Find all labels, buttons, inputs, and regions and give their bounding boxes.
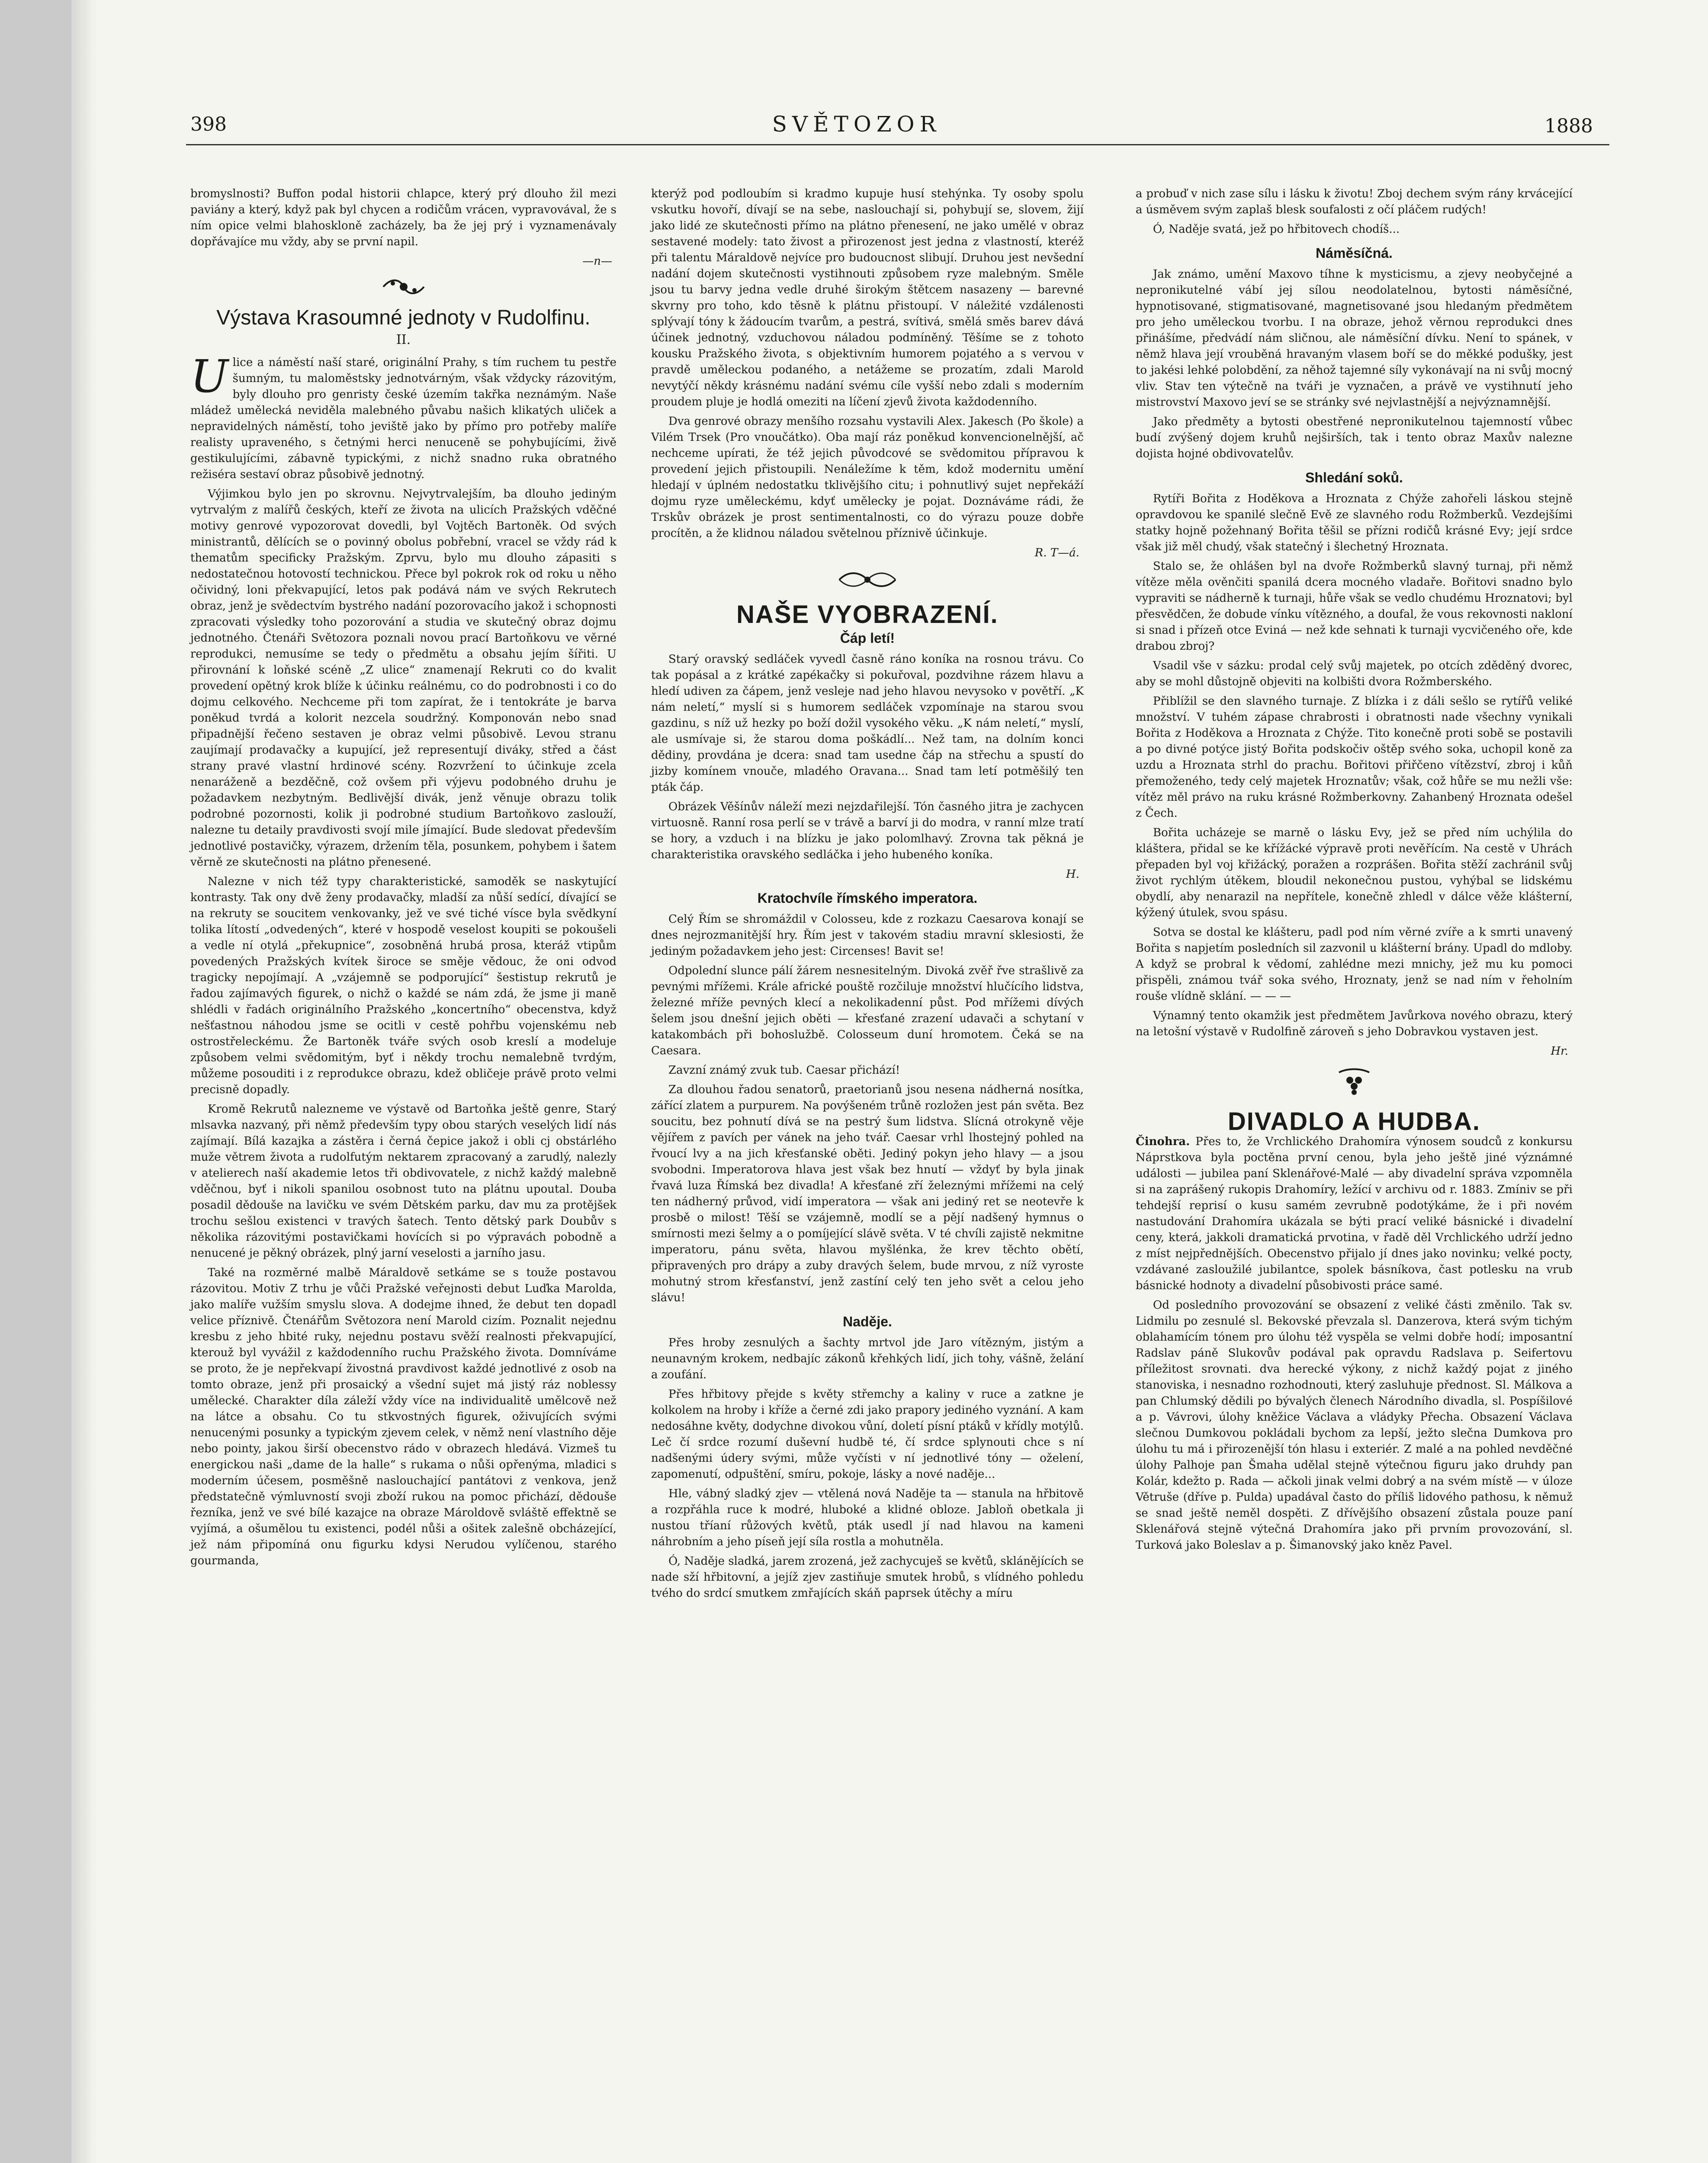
- scan-shadow: [71, 0, 97, 2163]
- paragraph: Obrázek Věšínův náleží mezi nejzdařilejší. Tón časného jitra je zachycen virtuosně. Ranní rosa perlí se v trávě a barví ji do modra, v ranní mlze tratí se hory, a vzduch i na blízku je jako polomlhavý. Zrovna tak pěkná je charakteristika oravského sedláčka i jeho hubeného koníka.: [651, 800, 1084, 861]
- paragraph: Bořita ucházeje se marně o lásku Evy, jež se před ním uchýlila do kláštera, přidal se ke křížácké výpravě proti nevěřícím. Na cestě v Uhrách přepaden byl voj křižácký, poražen a rozprášen. Bořita stěží zachránil svůj život rychlým útěkem, bloudil nekonečnou pustou, vyhýbal se lidskému obydlí, aby nenarazil na nepřítele, konečně zhledl v dálce věže klášterní, kýžený útulek, svou spásu.: [1136, 826, 1573, 919]
- subheading: Naděje.: [843, 1314, 892, 1329]
- journal-title: SVĚTOZOR: [772, 112, 941, 137]
- drop-cap: U: [190, 350, 228, 403]
- article-title: Výstava Krasoumné jednoty v Rudolfinu.: [216, 306, 591, 329]
- paragraph: Nalezne v nich též typy charakteristické, samoděk se naskytující kontrasty. Tak ony dvě ženy prodavačky, mladší za nůší sedící, dívající se na rekruty se soucitem venkovanky, jež ve své tiché vísce byla svědkyní tolika lítostí „odvedených“, které v hospodě veselost koupiti se pokoušeli a vedle ní otylá „překupnice“, zosobněná hrubá prosa, kteráž vtipům povedených Pražských kvítek široce se směje vědouc, že oni odvod tragicky nepojímají. A „vzájemně se podporující“ šestistup rekrutů je řadou zajímavých figurek, o nichž o každé se nám zdá, že jsme ji maně shlédli v řadách originálního Pražského „koncertního“ obecenstva, když nešťastnou náhodou jsme se ocitli v cestě pohřbu vojenskému neb ostrostřeleckému. Že Bartoněk tváře svých osob kreslí a modeluje způsobem velmi svědomitým, byť i někdy trochu nemalebně tvrdým, můžeme posouditi i z reprodukce obrazu, kdež obličeje právě proto velmi precisně dopadly.: [190, 875, 616, 1096]
- signature: —n—: [582, 255, 612, 268]
- paragraph: Zavzní známý zvuk tub. Caesar přichází!: [668, 1064, 900, 1077]
- paragraph: Ó, Naděje svatá, jež po hřbitovech chodíš...: [1153, 223, 1400, 236]
- subheading: Náměsíčná.: [1316, 245, 1393, 261]
- signature: R. T—á.: [1034, 546, 1079, 559]
- paragraph: Vsadil vše v sázku: prodal celý svůj majetek, po otcích zděděný dvorec, aby se mohl důstojně objeviti na kolbišti dvora Rožmberského.: [1136, 659, 1573, 688]
- header-rule: [186, 144, 1609, 145]
- paragraph: Za dlouhou řadou senatorů, praetorianů jsou nesena nádherná nosítka, zářící zlatem a purpurem. Na povýšeném trůně rozložen jest pán světa. Bez soucitu, bez pohnutí dívá se na pestrý šum lidstva. Slícná otrokyně věje vějířem z pavích per vánek na jeho tvář. Caesar vrhl lhostejný pohled na řvoucí lvy a na jich křesťanské oběti. Jediný pokyn jeho hlavy — a jsou svobodni. Imperatorova hlava jest však bez hnutí — vždyť by byla jinak řvavá luza Římská bez divadla! A křesťané zří železnými mřížemi na celý ten nádherný průvod, vidí imperatora — však ani jediný ret se neotevře k prosbě o milost! Těší se vzájemně, modlí se a pějí nadšený hymnus o smírnosti mezi šelmy a o pomíjející slávě světa. V té chvíli zajistě nekmitne imperatoru, pánu světa, hlavou myšlénka, že krev těchto obětí, připravených pro drápy a zuby dravých šelem, bude mrvou, z níž vyroste mohutný strom křesťanství, jenž zastíní celý ten jeho svět a celou jeho slávu!: [651, 1083, 1084, 1304]
- paragraph: Od posledního provozování se obsazení z veliké části změnilo. Tak sv. Lidmilu po zesnulé sl. Bekovské převzala sl. Danzerova, která svým tichým oblahamícím tónem pro úlohu též vyspěla se velmi dobře hodí; imposantní Radslav páně Slukovův podával pak opravdu Radslava p. Seifertovu příležitost srovnati. dva herecké výkony, z nichž každý pojat z jiného stanoviska, i nesnadno rozhodnouti, který zasluhuje přednost. Sl. Málkova a pan Chlumský dědili po bývalých členech Národního divadla, sl. Pospíšilové a p. Vávrovi, úlohy kněžice Václava a vládyky Přecha. Obsazení Václava slečnou Dumkovou pokládali bychom za lepší, ježto slečna Dumkova pro úlohu tu má i přirozenější tón hlasu i exteriér. Z malé a na pohled nevděčné úlohy Palhoje pan Šmaha udělal stejně výtečnou figuru jako druhdy pan Kolár, kdežto p. Rada — ačkoli jinak velmi dobrý a na svém místě — v úloze Větruše (dříve p. Pulda) upadával často do příliš lidového pathosu, k němuž se snad ještě neměl dospěti. Z dřívějšího obsazení zůstala pouze paní Sklenářová stejně výtečná Drahomíra jako při prvním provozování, sl. Turková jako Boleslav a p. Šimanovský jako kněz Pavel.: [1136, 1299, 1573, 1552]
- paragraph-text: Přes to, že Vrchlického Drahomíra výnosem soudců z konkursu Náprstkova byla poctěna první cenou, byla jeho ještě jiné význámné události — jubilea paní Sklenářové-Malé — aby divadelní správa vzpomněla si na zaprášený rukopis Drahomíry, ležící v archivu od r. 1883. Zmíniv se při tehdejší reprisí o kusu samém zevrubně podotýkáme, že i při novém nastudování Drahomíra ukázala se býti prací veliké básnické i divadelní ceny, která, jakkoli dramatická prvotina, v řadě děl Vrchlického udrží jedno z míst nejpřednějších. Obecenstvo přijalo jí dnes jako novinku; velké pocty, vzdávané zasloužilé jubilantce, spolek básníkova, čast potlesku na vrub básnické hodnoty a divadelní působivosti práce samé.: [1136, 1135, 1573, 1292]
- signature: Hr.: [1551, 1045, 1568, 1058]
- header-year: 1888: [1544, 115, 1593, 137]
- article-part: II.: [396, 332, 411, 347]
- paragraph: Celý Řím se shromáždil v Colosseu, kde z rozkazu Caesarova konají se dnes nejrozmanitější hry. Řím jest v takovém stadiu mravní sklesiosti, že jediným požadavkem jeho jest: Circenses! Bavit se!: [651, 913, 1084, 958]
- paragraph: Hle, vábný sladký zjev — vtělená nová Naděje ta — stanula na hřbitově a rozpřáhla ruce k modré, hluboké a klidné obloze. Jabloň obetkala ji nustou tříaní růžových květů, pták usedl jí nad hlavou na kameni náhrobním a jeho píseň její síla rostla a mohutněla.: [651, 1487, 1084, 1548]
- section-heading: NAŠE VYOBRAZENÍ.: [736, 600, 998, 629]
- paragraph: Přes hroby zesnulých a šachty mrtvol jde Jaro vítězným, jistým a neunavným krokem, nedbajíc zákonů křehkých lidí, jich tohy, vášně, želání a zoufání.: [651, 1336, 1084, 1381]
- ornament-icon: [190, 277, 616, 301]
- ornament-icon: [651, 569, 1084, 595]
- paragraph: [190, 350, 616, 483]
- paragraph: Stalo se, že ohlášen byl na dvoře Rožmberků slavný turnaj, při němž vítěze měla ověnčiti spanilá dcera mocného vladaře. Bořitovi snadno bylo vypraviti se nádherně k turnaji, hůře však se vedlo chudému Hroznatovi; byl přesvědčen, že dobude vínku vítězného, a doufal, že vous rekovnosti nakloní si snad i přízeň otce Eviná — než kde sehnati k turnaji vycvičeného oře, kde drabou zbroj?: [1136, 560, 1573, 653]
- column-3: [1136, 186, 1573, 1557]
- paragraph: Dva genrové obrazy menšího rozsahu vystavili Alex. Jakesch (Po škole) a Vilém Trsek (Pro vnoučátko). Oba mají ráz poněkud konvencionelnější, ač nechceme upírati, že též jejich původcové se svědomitou přípravou k provedení jejich přistoupili. Nenáležíme k těm, kdož modernitu umění hledají v úplném nedostatku tklivějšího citu; i pohnutlivý sujet nepřekáží dojmu ryze uměleckému, kdyť umělecky je pojat. Doznáváme rádi, že Trskův obrázek je prost sentimentalnosti, co do výrazu pouze dobře procítěn, a že klidnou náladou světelnou příznivě účinkuje.: [651, 415, 1084, 540]
- subheading: Shledání soků.: [1305, 470, 1403, 485]
- column-1: [190, 186, 616, 1573]
- paragraph: Rytíři Bořita z Hoděkova a Hroznata z Chýže zahořeli láskou stejně opravdovou ke spanilé slečně Evě ze slavného rodu Rožmberků. Vezdejšími statky hojně požehnaný Bořita těšil se přízni rodičů krásné Evy; její srdce však již měl chudý, však statečný i šlechetný Hroznata.: [1136, 492, 1573, 553]
- paragraph: Také na rozměrné malbě Máraldově setkáme se s touže postavou rázovitou. Motiv Z trhu je vůči Pražské veřejnosti debut Luďka Marolda, jako malíře vužším smyslu slova. A dodejme ihned, že debut ten dopadl velice příznivě. Čtenářům Světozora není Marold cizím. Poznalit nejednu kresbu z jeho hbité ruky, nejednu postavu svěží realnosti překvapující, kterouž byl vyvážil z každodenního ruchu Pražského života. Domníváme se proto, že je nepřekvapí živostná pravdivost každé jednotlivé z osob na tomto obraze, jenž při prosaický a všední sujet má jistý ráz noblessy umělecké. Charakter díla záleží vždy více na individualitě umělcově než na látce a obsahu. Co tu stkvostných figurek, oživujících svými nenucenými posunky a typickým zjevem celek, v němž není vlastního děje nebo pointy, jakou širší obecenstvo rádo v obrazech hledává. Vizmeš tu energickou naši „dame de la halle“ s rukama o nůši opřenýma, mladici s moderním účesem, posměšně naslouchající pantátovi z venkova, jenž předstatečně výmluvností svoji zboží rukou na pomoc přichází, dědouše řezníka, jenž ve své bílé kazajce na obraze Mároldově svláště effektně se vyjímá, a ošumělou tu existenci, podél nůši a ošitek zalešně obcházející, jež nám připomíná onu figurku kdysi Nerudou vylíčenou, starého gourmanda,: [190, 1266, 616, 1567]
- column-2: [651, 186, 1084, 1605]
- paragraph-text: lice a náměstí naší staré, originální Prahy, s tím ruchem tu pestře šumným, tu maloměstsky jednotvárným, však vždycky rázovitým, byly dlouho pro genristy české územím takřka neznámým. Naše mládež umělecká neviděla malebného půvabu našich klikatých uliček a nepravidelných náměstí, toho jevištĕ jako by přímo pro potřeby malíře realisty upraveného, s četnými herci nenuceně se pohybujícími, živě gestikulujícími, zábavně typickými, z nichž snadno ruka obratného režiséra sestaví obraz působivě jednotný.: [190, 356, 616, 481]
- paragraph: Přiblížil se den slavného turnaje. Z blízka i z dáli sešlo se rytířů veliké množství. V tuhém zápase chrabrosti i obratnosti nade všechny vynikali Bořita z Hoděkova a Hroznata z Chýže. Tito konečně proti sobě se postavili a po divné potýce jistý Bořita podskočiv oštěp svého soka, uchopil koně za uzdu a Hroznata strhl do prachu. Bořitovi přiřčeno vítězství, zbroj i kůň přemoženého, tedy celý majetek Hroznatův; však, což hůře se mu nežli vše: vítěz měl právo na ruku krásné Rožmberkovny. Zahanbený Hroznata odešel z Čech.: [1136, 695, 1573, 820]
- paragraph: [1136, 1134, 1573, 1294]
- paragraph: Jak známo, umění Maxovo tíhne k mysticismu, a zjevy neobyčejné a nepronikutelné vábí jej sílou neodolatelnou, bytosti náměsíčné, hypnotisované, stigmatisované, magnetisované jsou hledaným předmětem pro jeho uměleckou tvorbu. I na obraze, jehož věrnou reprodukci dnes přinášíme, předvádí nám sličnou, ale náměsíční dívku. Není to spánek, v němž hlava její vrouběná hravaným vlasem boří se do měkké podušky, jest to jakési lehké polobdění, za něhož tajemné síly vykonávají na ni svůj mocný vliv. Stav ten výtečně na tváři je vyznačen, a právě ve vystihnutí jeho mistrovství Maxovo jeví se se stránky své nejvlastnější a nejvýznamnější.: [1136, 268, 1573, 409]
- page-number: 398: [190, 113, 227, 135]
- paragraph: kterýž pod podloubím si kradmo kupuje husí stehýnka. Ty osoby spolu vskutku hovoří, dívají se na sebe, naslouchají si, pohybují se, slovem, žijí jako lidé ze skutečnosti přímo na plátno přenesení, ne jako umělé v obraz sestavené modely: tato živost a přirozenost jest jedna z vlastností, kteréž při talentu Máraldově nejvíce pro budoucnost slibují. Druhou jest nevšední nadání dojem skutečnosti vystihnouti způsobem ryze malebným. Směle jsou tu barvy jedna vedle druhé širokým štětcem nasazeny — barevné skvrny pro toho, kdo těsně k plátnu přistoupí. V náležité vzdálenosti splývají tóny k žádoucím tvarům, a pestrá, svítivá, smělá směs barev dává účinek jednotný, vzduchovou náladou podmíněný. Těšíme se z tohoto kousku Pražského života, s objektivním humorem pojatého a s vervou v pravdě uměleckou podaného, a netážeme se prozatím, zdali Marold nevytýčí někdy krásnému nadání svému cíle vyšší nebo zdali s moderním proudem pluje je hodlá omeziti na líčení zjevů života každodenního.: [651, 187, 1084, 408]
- paragraph: Výjimkou bylo jen po skrovnu. Nejvytrvalejším, ba dlouho jediným vytrvalým z malířů českých, kteří ze života na ulicích Pražských vděčné motivy genrové vypozorovat dovedli, byl Vojtěch Bartoněk. Od svých ministrantů, dělících se o povinný obolus pobřební, vracel se vždy rád k thematům specificky Pražským. Zprvu, bylo mu dlouho zápasiti s nedostatečnou hotovostí technickou. Přece byl pokrok rok od roku u něho očividný, loni překvapující, letos pak podává nám ve svých Rekrutech obraz, jenž je svědectvím bystrého nadání pozorovacího jakož i schopnosti zpracovati výsledky toho pozorování a studia ve skutečný obraz dojmu jednotného. Čtenáři Světozora poznali novou prací Bartoňkovu ve věrné reprodukci, nemusíme se tedy o předmětu a obsahu jejím šířiti. U přirovnání k loňské scéně „Z ulice“ znamenají Rekruti co do kvalit provedení opětný krok blíže k účinku reálnému, co do podrobnosti i co do dojmu celkového. Nechceme při tom zapírat, že i tentokráte je barva poněkud tvrdá a kolorit nezcela soudržný. Komponován nebo snad připadnější řečeno sestaven je obraz velmi působivě. Levou stranu zaujímají prodavačky a kupující, jež representují diváky, střed a část strany pravé vlastní hrdinové scény. Rozvržení to účinkuje zcela nenaráženě a bezděčně, což ovšem při výjevu podobného druhu je požadavkem nezbytným. Bedlivější divák, jenž věnuje obrazu tolik podrobné pozornosti, kolik ji podrobné studium Bartoňkovo zaslouží, nalezne tu detaily pravdivosti svojí mile jímající. Bude sledovat především jednotlivé postavičky, výrazem, držením těla, posunkem, pohybem i šatem věrně ze skutečnosti na plátno přenesené.: [190, 488, 616, 869]
- paragraph: Starý oravský sedláček vyvedl časně ráno koníka na rosnou trávu. Co tak popásal a z krátké zapékačky si pokuřoval, pozdvihne rázem hlavu a hledí udiven za čápem, jenž vesleje nad jeho hlavou nevysoko v povětří. „K nám neletí,“ myslí si s humorem sedláček vzpomínaje na starou svou gazdinu, s níž už hezky po boží dožil vysokého věku. „K nám neletí,“ myslí, ale usmívaje si, že starou doma poškádlí... Než tam, na dolním konci dědiny, provdána je dcera: snad tam usedne čáp na střechu a spustí do jizby komínem vnouče, mladého Oravana... Snad tam letí potměšilý ten pták čáp.: [651, 653, 1084, 794]
- paragraph: Sotva se dostal ke klášteru, padl pod ním věrné zvíře a k smrti unavený Bořita s napjetím posledních sil zazvonil u klášterní brány. Upadl do mdloby. A když se probral k vědomí, zahlédne mezi mnichy, jež mu ku pomoci přispěli, známou tvář soka svého, Hroznaty, jenž se nad ním v řeholním rouše vlídně sklání. — — —: [1136, 926, 1573, 1003]
- signature: H.: [1066, 868, 1079, 881]
- paragraph: a probuď v nich zase sílu i lásku k životu! Zboj dechem svým rány krvácející a úsměvem svým zaplaš blesk soufalosti z očí pláčem rudých!: [1136, 187, 1573, 216]
- grapes-ornament-icon: [1136, 1067, 1573, 1102]
- paragraph: Jako předměty a bytosti obestřené nepronikutelnou tajemností vůbec budí zvýšený dojem kruhů nejširších, tak i tento obraz Maxův nalezne dojista hojné obdivovatelův.: [1136, 415, 1573, 460]
- paragraph: Přes hřbitovy přejde s květy střemchy a kaliny v ruce a zatkne je kolkolem na hroby i kříže a černé zdi jako prapory jediného vyznání. A kam nedosáhne květy, dodychne divokou vůní, doletí písní ptáků v křídly motýlů. Leč čí srdce rozumí duševní hudbě té, čí srdce splynouti chce s ní nadšenými údery svými, může vyčísti v ní jednotlivé tóny — oželení, zapomenutí, odpuštění, smíru, pokoje, lásky a nové naděje...: [651, 1388, 1084, 1481]
- section-heading: DIVADLO A HUDBA.: [1227, 1107, 1481, 1136]
- paragraph: Ó, Naděje sladká, jarem zrozená, jež zachycuješ se květů, sklánějících se nade sží hřbitovní, a jejíž zjev zastiňuje smutek hrobů, s vlídného pohledu tvého do srdcí smutkem zmřajících skáň paprsek útěchy a míru: [651, 1555, 1084, 1600]
- subheading: Kratochvíle římského imperatora.: [757, 890, 978, 906]
- paragraph: Kromě Rekrutů nalezneme ve výstavě od Bartoňka ještě genre, Starý mlsavka nazvaný, při němž především typy obou starých veselých lidí nás zajímají. Bílá kazajka a zástěra i černá čepice jakož i obli cj obstárlého muže větrem života a rudolfutým nektarem zpracovaný a zarudlý, nalezly v atelierech naší akademie letos tři obdivovatele, z nichž každý malebně vděčnou, byť i nikoli spanilou osobnost tuto na plátnu upoutal. Douba posadil dědouše na lavičku ve svém Dětském parku, dav mu za protějšek trochu sešlou existenci v travých šatech. Tento dětský park Doubův s několika rázovitými postavičkami hovících si po výpravách pobodně a nenucené je pěkný obrázek, plný jarní veselosti a jarního jasu.: [190, 1103, 616, 1260]
- run-in-heading: Činohra.: [1136, 1135, 1190, 1148]
- scan-gutter: [0, 0, 71, 2163]
- subheading: Čáp letí!: [840, 630, 895, 646]
- paragraph: bromyslnosti? Buffon podal historii chlapce, který prý dlouho žil mezi paviány a který, když pak byl chycen a rodičům vrácen, vypravovával, že s ním opice velmi blahoskloně zacházely, ba že jej prý i vyznamenávaly dopřávajíce mu vždy, aby se první napil.: [190, 187, 616, 248]
- paragraph: Výnamný tento okamžik jest předmětem Javůrkova novéhо obrazu, který na letošní výstavě v Rudolfině zároveň s jeho Dobravkou vystaven jest.: [1136, 1009, 1573, 1038]
- paragraph: Odpolední slunce pálí žárem nesnesitelným. Divoká zvěř řve strašlivě za pevnými mřížemi. Krále africké pouště rozčiluje množství hlučícího lidstva, železné mříže pevných klecí a nekolikadenní půst. Pod mřížemi dívých šelem jsou dnešní jejich oběti — křesťané zrazení udavači a schytaní v katakombách při bohoslužbě. Colosseum duní hromotem. Čeká se na Caesara.: [651, 964, 1084, 1057]
